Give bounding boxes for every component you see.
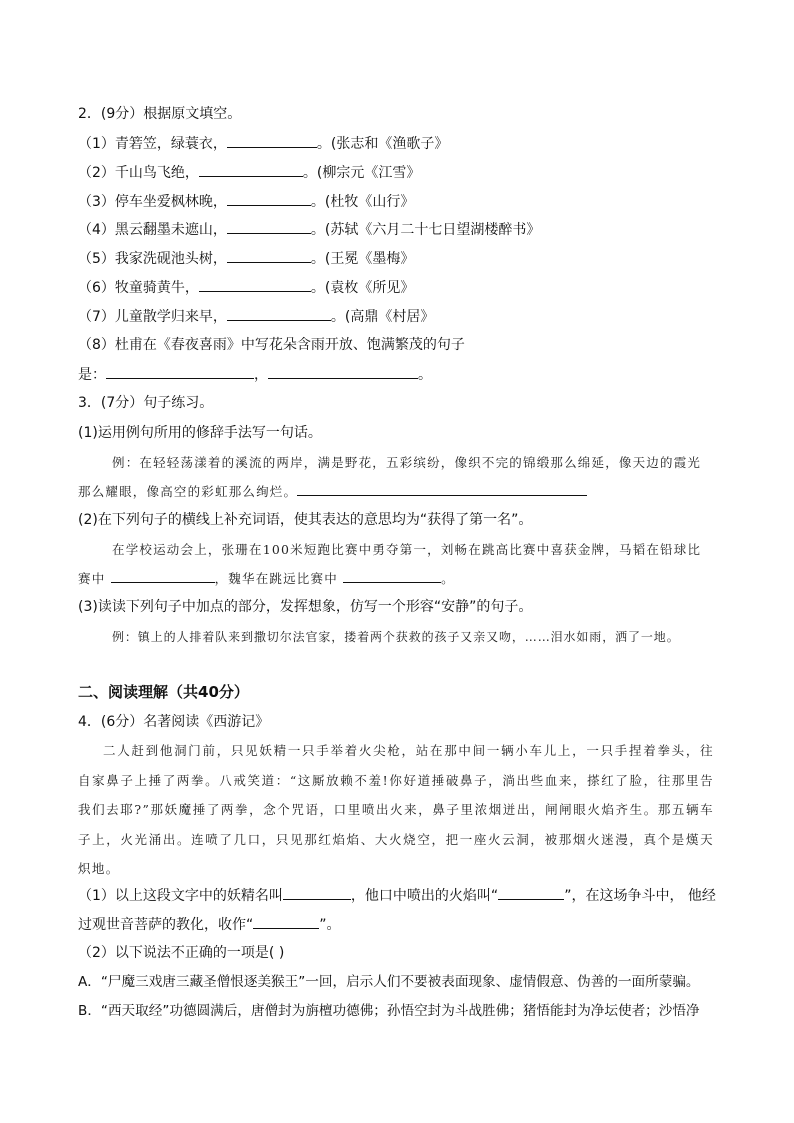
q3-example-2-line2 (78, 569, 455, 589)
q2-item-8-pre: 是： (78, 367, 106, 383)
q2-item-6-post: 。(袁枚《所见》 (310, 280, 415, 296)
q2-item-8-answer (78, 364, 432, 385)
answer-blank[interactable] (227, 133, 317, 148)
q2-item-3 (78, 191, 414, 212)
q2-item-2-post: 。(柳宗元《江雪》 (302, 165, 421, 181)
q4-passage: 二人赶到他洞门前，只见妖精一只手举着火尖枪，站在那中间一辆小车儿上，一只手捏着拳头，往自家鼻子上捶了两拳。八戒笑道：“这厮放赖不羞!你好道捶破鼻子，淌出些血来，搽红了脸，往那里告我们去耶?”那妖魔捶了两拳，念个咒语，口里喷出火来，鼻子里浓烟迸出，闸闸眼火焰齐生。那五辆车子上，火光涌出。连喷了几口，只见那红焰焰、大火烧空，把一座火云洞，被那烟火迷漫，真个是熯天炽地。 (78, 743, 714, 876)
q2-title: 2．(9分）根据原文填空。 (78, 106, 242, 122)
q4-sub1-d: 过观世音菩萨的教化，收作“ (78, 917, 254, 933)
q2-item-4 (78, 219, 540, 240)
answer-blank[interactable] (111, 571, 215, 583)
answer-blank[interactable] (498, 885, 564, 900)
q3-example-1-line1: 例：在轻轻荡漾着的溪流的两岸，满是野花，五彩缤纷，像织不完的锦缎那么绵延，像天边的霞光 (112, 455, 702, 470)
q4-title: 4．(6分）名著阅读《西游记》 (78, 714, 270, 730)
q2-item-3-post: 。(杜牧《山行》 (310, 194, 415, 210)
q4-sub1-b: ，他口中喷出的火焰叫“ (350, 888, 499, 904)
q2-item-1 (78, 133, 448, 154)
q3-example-2-c: 。 (441, 571, 455, 586)
q3-sub1: (1)运用例句所用的修辞手法写一句话。 (78, 425, 322, 441)
q3-example-1-line2-text: 那么耀眼，像高空的彩虹那么绚烂。 (78, 484, 298, 499)
q3-example-2-line1: 在学校运动会上，张珊在100米短跑比赛中勇夺第一，刘畅在跳高比赛中喜获金牌，马韬在铅球比 (112, 542, 702, 557)
answer-blank[interactable] (227, 219, 311, 234)
q2-item-1-post: 。(张志和《渔歌子》 (316, 136, 449, 152)
q2-item-2 (78, 162, 420, 183)
q2-item-1-pre: （1）青箬笠，绿蓑衣， (78, 136, 227, 152)
q3-title: 3．(7分）句子练习。 (78, 395, 214, 411)
q2-item-8-mid: ， (254, 367, 268, 383)
q4-sub2: （2）以下说法不正确的一项是( ) (78, 945, 285, 961)
q2-item-3-pre: （3）停车坐爱枫林晚， (78, 194, 227, 210)
answer-blank[interactable] (283, 885, 351, 900)
q3-example-1-line2 (78, 482, 587, 502)
q4-option-a[interactable]: A．“尸魔三戏唐三藏圣僧恨逐美猴王”一回，启示人们不要被表面现象、虚情假意、伪善的一面所蒙骗。 (78, 974, 700, 990)
q2-item-5 (78, 248, 414, 269)
answer-blank[interactable] (268, 364, 418, 379)
q3-example-2-b: ，魏华在跳远比赛中 (214, 571, 338, 586)
q4-sub1-line2 (78, 914, 341, 935)
q3-example-2-a: 赛中 (78, 571, 106, 586)
q2-item-7 (78, 306, 434, 327)
q4-option-b[interactable]: B．“西天取经”功德圆满后，唐僧封为旃檀功德佛；孙悟空封为斗战胜佛；猪悟能封为净坛使者；沙悟净 (78, 1003, 700, 1019)
answer-blank[interactable] (106, 364, 254, 379)
q2-item-4-post: 。(苏轼《六月二十七日望湖楼醉书》 (310, 222, 541, 238)
answer-blank[interactable] (297, 484, 587, 496)
answer-blank[interactable] (253, 914, 319, 929)
answer-blank[interactable] (227, 306, 331, 321)
q2-item-2-pre: （2）千山鸟飞绝， (78, 165, 199, 181)
answer-blank[interactable] (227, 191, 311, 206)
section-2-title: 二、阅读理解（共40分） (78, 683, 249, 701)
q4-sub1-a: （1）以上这段文字中的妖精名叫 (78, 888, 283, 904)
q3-sub2: (2)在下列句子的横线上补充词语，使其表达的意思均为“获得了第一名”。 (78, 512, 533, 528)
q2-item-8-post: 。 (418, 367, 432, 383)
q2-item-5-post: 。(王冕《墨梅》 (310, 251, 415, 267)
q3-sub3: (3)读读下列句子中加点的部分，发挥想象，仿写一个形容“安静”的句子。 (78, 599, 533, 615)
q2-item-5-pre: （5）我家洗砚池头树， (78, 251, 227, 267)
q4-sub1-c: ”，在这场争斗中， 他经 (564, 888, 716, 904)
q2-item-8-prompt: （8）杜甫在《春夜喜雨》中写花朵含雨开放、饱满繁茂的句子 (78, 337, 465, 353)
q3-example-3: 例：镇上的人排着队来到撒切尔法官家，搂着两个获救的孩子又亲又吻，……泪水如雨，洒了一地。 (112, 630, 680, 644)
answer-blank[interactable] (199, 277, 311, 292)
q4-sub1-line1 (78, 885, 716, 906)
answer-blank[interactable] (227, 248, 311, 263)
q2-item-6-pre: （6）牧童骑黄牛， (78, 280, 199, 296)
answer-blank[interactable] (199, 162, 303, 177)
q2-item-7-pre: （7）儿童散学归来早， (78, 309, 227, 325)
q2-item-7-post: 。(高鼎《村居》 (330, 309, 435, 325)
q2-item-4-pre: （4）黑云翻墨未遮山， (78, 222, 227, 238)
q4-sub1-e: ”。 (319, 917, 341, 933)
answer-blank[interactable] (343, 571, 441, 583)
q2-item-6 (78, 277, 414, 298)
